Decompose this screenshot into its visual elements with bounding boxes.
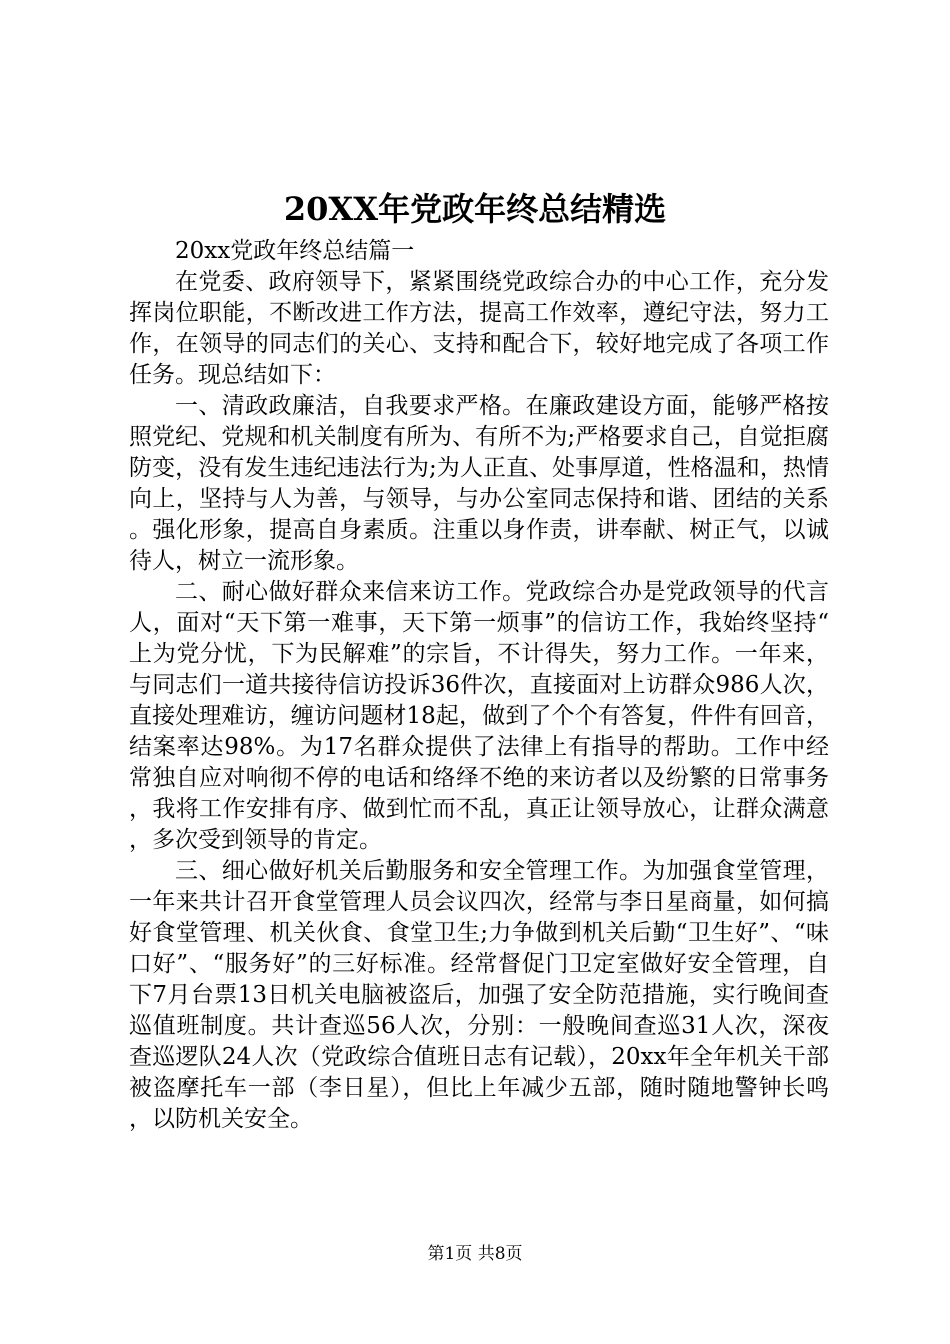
document-title: 20XX年党政年终总结精选	[283, 190, 667, 228]
page-footer: 第1页 共8页	[427, 1244, 523, 1264]
paragraph-intro: 在党委、政府领导下，紧紧围绕党政综合办的中心工作，充分发挥岗位职能，不断改进工作方法，提高工作效率，遵纪守法，努力工作，在领导的同志们的关心、支持和配合下，较好地完成了各项工作任务。现总结如下：	[129, 269, 829, 388]
paragraph-section-1: 一、清政政廉洁，自我要求严格。在廉政建设方面，能够严格按照党纪、党规和机关制度有所为、有所不为;严格要求自己，自觉拒腐防变，没有发生违纪违法行为;为人正直、处事厚道，性格温和，热情向上，坚持与人为善，与领导，与办公室同志保持和谐、团结的关系。强化形象，提高自身素质。注重以身作责，讲奉献、树正气，以诚待人，树立一流形象。	[129, 393, 829, 574]
paragraph-section-2: 二、耐心做好群众来信来访工作。党政综合办是党政领导的代言人，面对“天下第一难事，天下第一烦事”的信访工作，我始终坚持“上为党分忧，下为民解难”的宗旨，不计得失，努力工作。一年来，与同志们一道共接待信访投诉36件次，直接面对上访群众986人次，直接处理难访，缠访问题材18起，做到了个个有答复，件件有回音，结案率达98%。为17名群众提供了法律上有指导的帮助。工作中经常独自应对响彻不停的电话和络绎不绝的来访者以及纷繁的日常事务，我将工作安排有序、做到忙而不乱，真正让领导放心，让群众满意，多次受到领导的肯定。	[129, 579, 829, 853]
paragraph-section-3: 三、细心做好机关后勤服务和安全管理工作。为加强食堂管理，一年来共计召开食堂管理人员会议四次，经常与李日星商量，如何搞好食堂管理、机关伙食、食堂卫生;力争做到机关后勤“卫生好”、“味口好”、“服务好”的三好标准。经常督促门卫定室做好安全管理，自下7月台票13日机关电脑被盗后，加强了安全防范措施，实行晚间查巡值班制度。共计查巡56人次，分别：一般晚间查巡31人次，深夜查巡逻队24人次（党政综合值班日志有记载），20xx年全年机关干部被盗摩托车一部（李日星），但比上年减少五部，随时随地警钟长鸣，以防机关安全。	[129, 858, 829, 1132]
document-body	[129, 236, 829, 1135]
section-subtitle: 20xx党政年终总结篇一	[175, 238, 415, 264]
